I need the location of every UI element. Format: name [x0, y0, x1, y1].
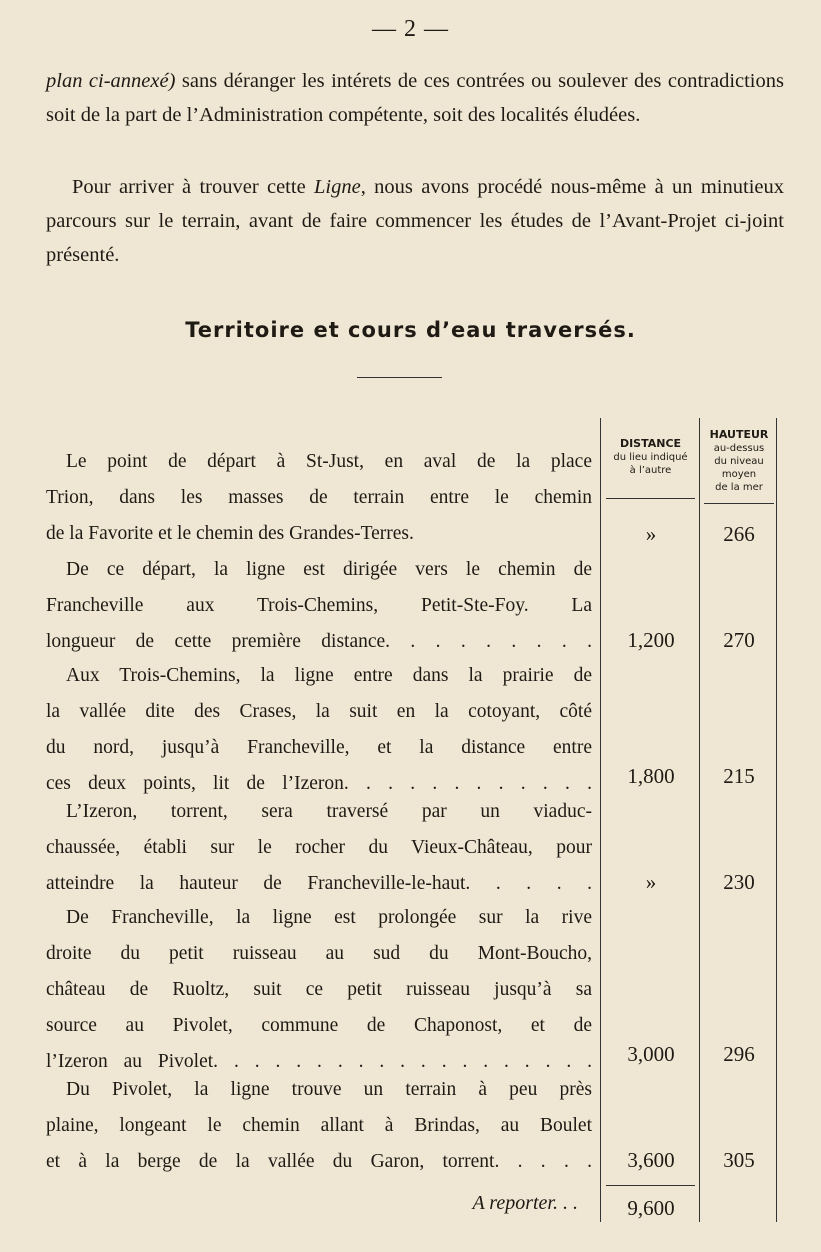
entry-line: du nord, jusqu’à Francheville, et la distance entre — [46, 737, 592, 758]
route-entry — [46, 900, 592, 1080]
entry-line: De ce départ, la ligne est dirigée vers le chemin de — [66, 559, 592, 580]
intro-italic-text: Ligne — [314, 176, 361, 198]
entry-line: Du Pivolet, la ligne trouve un terrain à peu près — [66, 1079, 592, 1100]
table-rule-left — [600, 418, 601, 1222]
column-header-rule — [704, 503, 774, 504]
hauteur-column-header — [701, 428, 777, 494]
intro-italic-text: plan ci-annexé) — [46, 70, 176, 92]
intro-text: Pour arriver à trouver cette — [72, 176, 315, 198]
route-entry — [46, 1072, 592, 1180]
entry-line: ces deux points, lit de l’Izeron. . . . . . . . . . . . — [46, 773, 592, 794]
column-header-rule — [606, 498, 695, 499]
report-total: 9,600 — [627, 1196, 675, 1220]
entry-hauteur: 266 — [723, 522, 755, 546]
entry-line: et à la berge de la vallée du Garon, torrent. . . . . — [46, 1151, 592, 1172]
entry-line: longueur de cette première distance. . . . . . . . . — [46, 631, 592, 652]
route-entry — [46, 552, 592, 660]
entry-line: Francheville aux Trois-Chemins, Petit-Ste-Foy. La — [46, 595, 592, 616]
entry-line: chaussée, établi sur le rocher du Vieux-Château, pour — [46, 837, 592, 858]
entry-distance: » — [645, 870, 657, 894]
entry-line: source au Pivolet, commune de Chaponost, et de — [46, 1015, 592, 1036]
hauteur-header-sub: de la mer — [715, 482, 763, 493]
entry-line: De Francheville, la ligne est prolongée sur la rive — [66, 907, 592, 928]
hauteur-header-sub: moyen — [721, 469, 757, 480]
distance-header-title: DISTANCE — [619, 437, 682, 450]
hauteur-header-sub: du niveau — [714, 456, 764, 467]
intro-text: , nous avons procédé nous-même à un minutieux parcours sur le terrain, avant de faire commencer les études de l’Avant-Projet ci-joint présenté. — [46, 176, 784, 266]
heading-rule — [357, 377, 442, 378]
entry-line: L’Izeron, torrent, sera traversé par un viaduc- — [66, 801, 592, 822]
intro-paragraph-2 — [46, 170, 784, 272]
entry-hauteur: 305 — [723, 1148, 755, 1172]
report-label: A reporter. . . — [472, 1192, 578, 1214]
entry-line: la vallée dite des Crases, la suit en la cotoyant, côté — [46, 701, 592, 722]
entry-distance: 1,800 — [627, 764, 675, 788]
intro-paragraph-1 — [46, 64, 784, 132]
hauteur-header-title: HAUTEUR — [709, 428, 769, 441]
entry-line: l’Izeron au Pivolet. . . . . . . . . . . . . . . . . . . — [46, 1051, 592, 1072]
entry-hauteur: 296 — [723, 1042, 755, 1066]
entry-line: de la Favorite et le chemin des Grandes-Terres. — [46, 523, 414, 544]
entry-line: atteindre la hauteur de Francheville-le-haut. . . . . — [46, 873, 592, 894]
entry-hauteur: 215 — [723, 764, 755, 788]
entry-line: château de Ruoltz, suit ce petit ruisseau jusqu’à sa — [46, 979, 592, 1000]
entry-line: plaine, longeant le chemin allant à Brindas, au Boulet — [46, 1115, 592, 1136]
total-rule — [606, 1185, 695, 1186]
entry-distance: 1,200 — [627, 628, 675, 652]
entry-distance: 3,600 — [627, 1148, 675, 1172]
table-rule-middle — [699, 418, 700, 1222]
entry-hauteur: 230 — [723, 870, 755, 894]
route-entry — [46, 794, 592, 902]
hauteur-header-sub: au-dessus — [713, 443, 765, 454]
distance-header-sub: à l’autre — [629, 465, 672, 476]
entry-line: droite du petit ruisseau au sud du Mont-Boucho, — [46, 943, 592, 964]
page-number: — 2 — — [372, 16, 449, 42]
entry-line: Le point de départ à St-Just, en aval de la place — [66, 451, 592, 472]
section-heading: Territoire et cours d’eau traversés. — [185, 318, 636, 342]
route-entry — [46, 658, 592, 802]
distance-column-header — [603, 437, 698, 477]
entry-line: Trion, dans les masses de terrain entre le chemin — [46, 487, 592, 508]
intro-text: sans déranger les intérets de ces contrées ou soulever des contradictions soit de la part de l’Administration compétente, soit des localités éludées. — [46, 70, 784, 126]
route-entry — [46, 444, 592, 552]
entry-distance: 3,000 — [627, 1042, 675, 1066]
entry-distance: » — [645, 522, 657, 546]
distance-header-sub: du lieu indiqué — [613, 452, 688, 463]
entry-hauteur: 270 — [723, 628, 755, 652]
entry-line: Aux Trois-Chemins, la ligne entre dans la prairie de — [66, 665, 592, 686]
